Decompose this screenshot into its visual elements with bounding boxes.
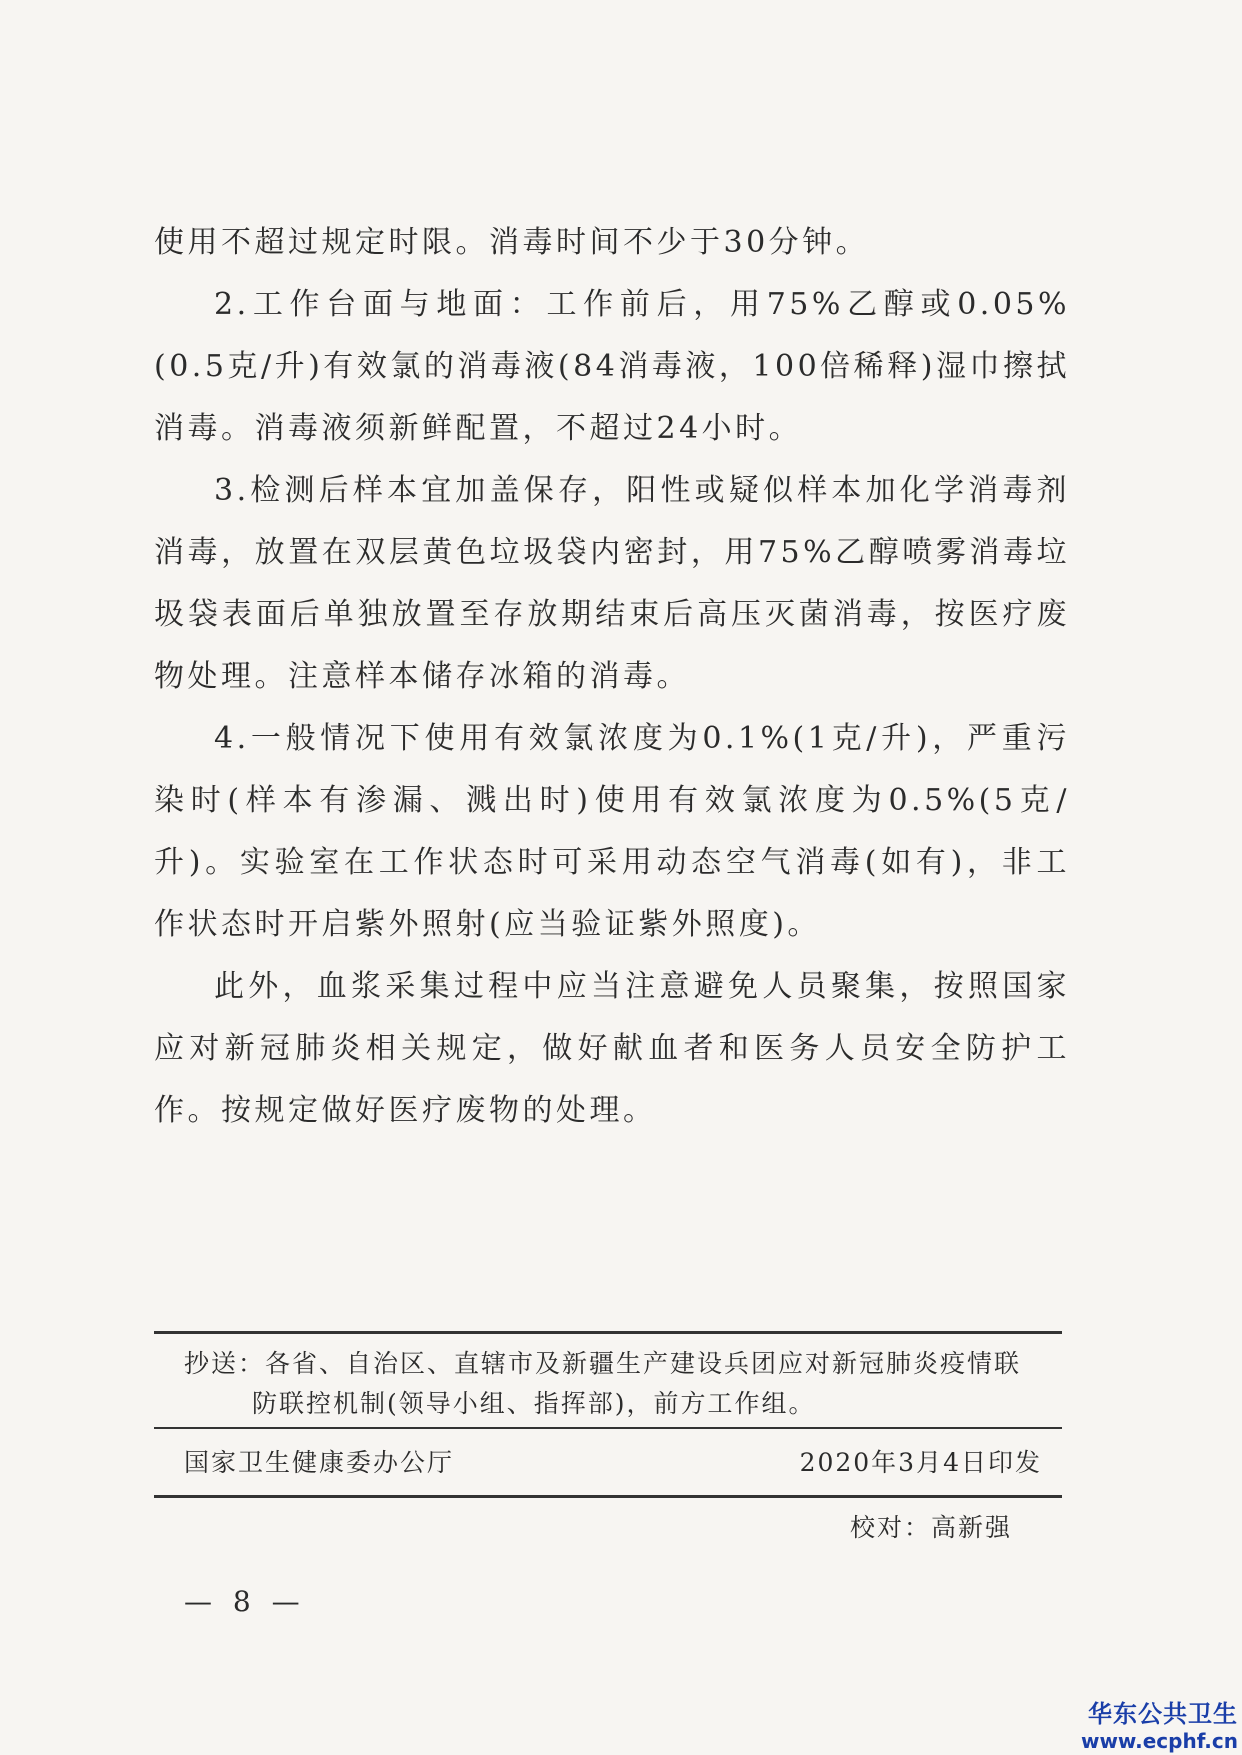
paragraph-4: 4.一般情况下使用有效氯浓度为0.1%(1克/升)，严重污染时(样本有渗漏、溅出时)使用有效氯浓度为0.5%(5克/升)。实验室在工作状态时可采用动态空气消毒(如有)，非工作状态时开启紫外照射(应当验证紫外照度)。 xyxy=(154,721,1070,942)
paragraph-3: 3.检测后样本宜加盖保存，阳性或疑似样本加化学消毒剂消毒，放置在双层黄色垃圾袋内密封，用75%乙醇喷雾消毒垃圾袋表面后单独放置至存放期结束后高压灭菌消毒，按医疗废物处理。注意样本储存冰箱的消毒。 xyxy=(154,473,1070,694)
issue-date: 2020年3月4日印发 xyxy=(799,1448,1042,1477)
cc-list xyxy=(184,1344,1064,1424)
footer-top-rule xyxy=(154,1331,1062,1334)
cc-line-2: 防联控机制(领导小组、指挥部)，前方工作组。 xyxy=(252,1389,816,1418)
watermark-url: www.ecphf.cn xyxy=(1080,1729,1238,1753)
paragraph-5: 此外，血浆采集过程中应当注意避免人员聚集，按照国家应对新冠肺炎相关规定，做好献血者和医务人员安全防护工作。按规定做好医疗废物的处理。 xyxy=(154,969,1070,1128)
document-body xyxy=(154,212,1070,1142)
watermark xyxy=(1081,1694,1238,1753)
paragraph-2: 2.工作台面与地面：工作前后，用75%乙醇或0.05%(0.5克/升)有效氯的消毒液(84消毒液，100倍稀释)湿巾擦拭消毒。消毒液须新鲜配置，不超过24小时。 xyxy=(154,287,1070,446)
watermark-title: 华东公共卫生 xyxy=(1088,1700,1238,1728)
cc-line-1: 抄送：各省、自治区、直辖市及新疆生产建设兵团应对新冠肺炎疫情联 xyxy=(184,1349,1022,1378)
footer-middle-rule xyxy=(154,1427,1062,1429)
page-number: — 8 — xyxy=(184,1585,306,1618)
proofreader: 校对：高新强 xyxy=(849,1513,1012,1542)
footer-bottom-rule xyxy=(154,1495,1062,1498)
issuing-office: 国家卫生健康委办公厅 xyxy=(184,1448,455,1477)
paragraph-1: 使用不超过规定时限。消毒时间不少于30分钟。 xyxy=(154,225,870,260)
